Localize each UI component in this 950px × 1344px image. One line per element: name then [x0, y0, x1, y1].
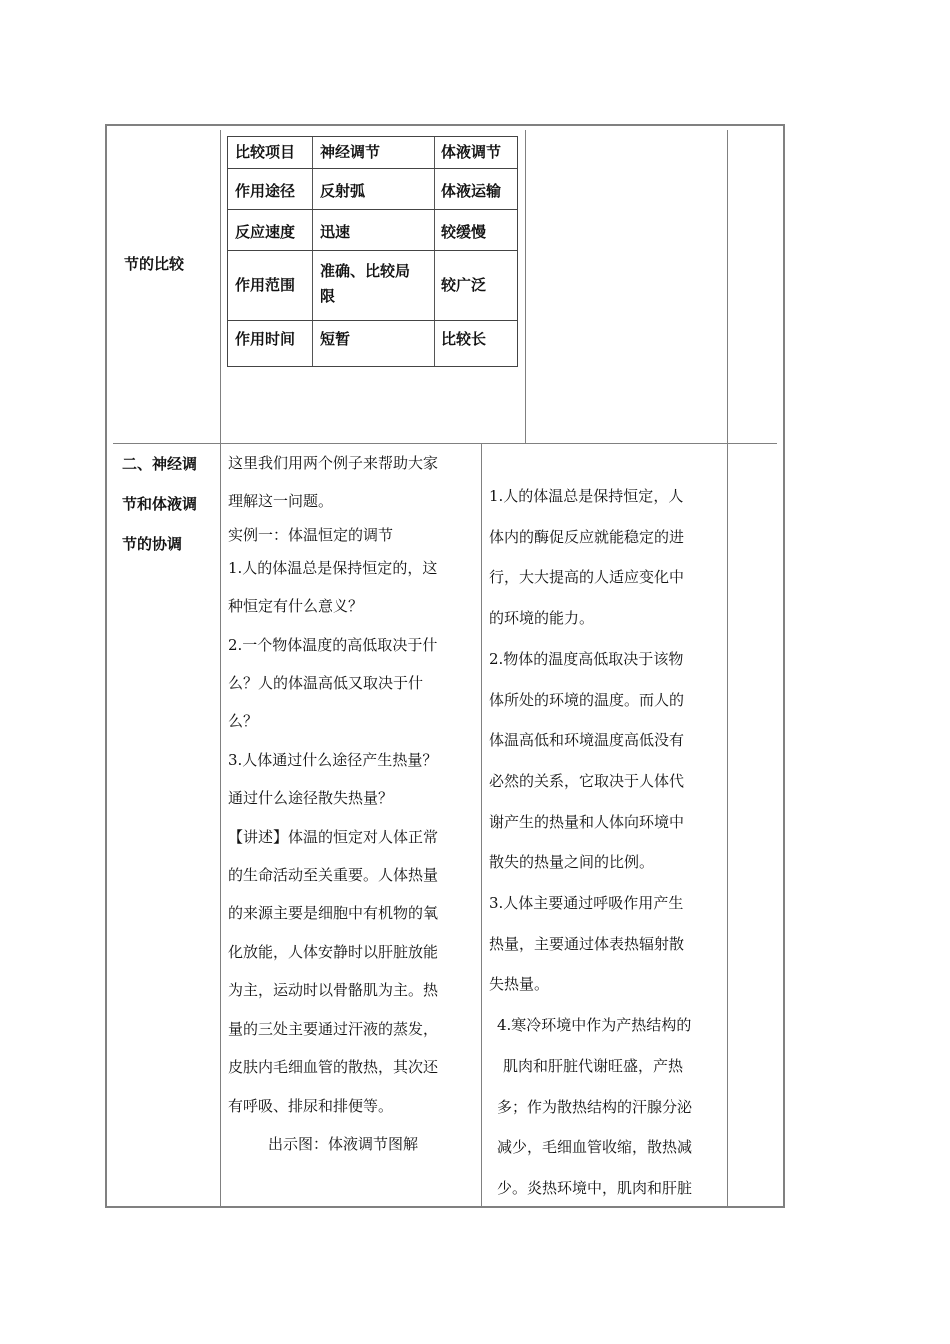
table-cell: 作用时间	[235, 330, 296, 348]
table-cell: 反应速度	[235, 223, 296, 241]
student-answers-text: 1.人的体温总是保持恒定，人 体内的酶促反应就能稳定的进 行，大大提高的人适应变化中 的环境的能力。 2.物体的温度高低取决于该物 体所处的环境的温度。而人的 体温高低和环境温度高低没有 必然的关系，它取决于人体代 谢产生的热量和人体向环境中 散失的热量之间的比例。 3.人体主要通过呼吸作用产生 热量，主要通过体表热辐射散 失热量。 4.寒冷环境中作为产热结构的 肌肉和肝脏代谢旺盛，产热 多；作为散热结构的汗腺分泌 减少，毛细血管收缩，散热减 少。炎热环境中，肌肉和肝脏	[489, 487, 693, 1197]
table-cell: 作用途径	[235, 182, 296, 200]
table-header-humoral: 体液调节	[441, 143, 502, 161]
teacher-activity-text: 这里我们用两个例子来帮助大家 理解这一问题。 实例一：体温恒定的调节 1.人的体温总是保持恒定的，这 种恒定有什么意义？ 2.一个物体温度的高低取决于什 么？人的体温高低又取决于什 么？ 3.人体通过什么途径产生热量？ 通过什么途径散失热量？ 【讲述】体温的恒定对人体正常 的生命活动至关重要。人体热量 的来源主要是细胞中有机物的氧 化放能，人体安静时以肝脏放能 为主，运动时以骨骼肌为主。热 量的三处主要通过汗液的蒸发， 皮肤内毛细血管的散热，其次还 有呼吸、排尿和排便等。 出示图：体液调节图解	[228, 454, 439, 1153]
column-divider-4	[727, 130, 728, 1206]
table-cell: 短暂	[320, 330, 351, 348]
table-header-nerve: 神经调节	[320, 143, 381, 161]
column-divider-top-3	[525, 130, 526, 444]
comparison-table	[227, 136, 518, 367]
table-header-item: 比较项目	[235, 143, 296, 161]
table-cell: 作用范围	[235, 276, 296, 294]
table-cell: 反射弧	[320, 182, 366, 200]
table-cell: 较广泛	[441, 276, 487, 294]
section1-label: 节的比较	[124, 255, 185, 273]
table-cell: 较缓慢	[441, 223, 487, 241]
column-divider-bottom-3	[481, 444, 482, 1206]
table-cell: 比较长	[441, 330, 487, 348]
table-cell: 迅速	[320, 223, 351, 241]
table-cell: 体液运输	[441, 182, 502, 200]
section2-label: 二、神经调 节和体液调 节的协调	[122, 455, 198, 553]
column-divider-1	[220, 130, 221, 1206]
table-cell: 准确、比较局 限	[320, 262, 411, 305]
